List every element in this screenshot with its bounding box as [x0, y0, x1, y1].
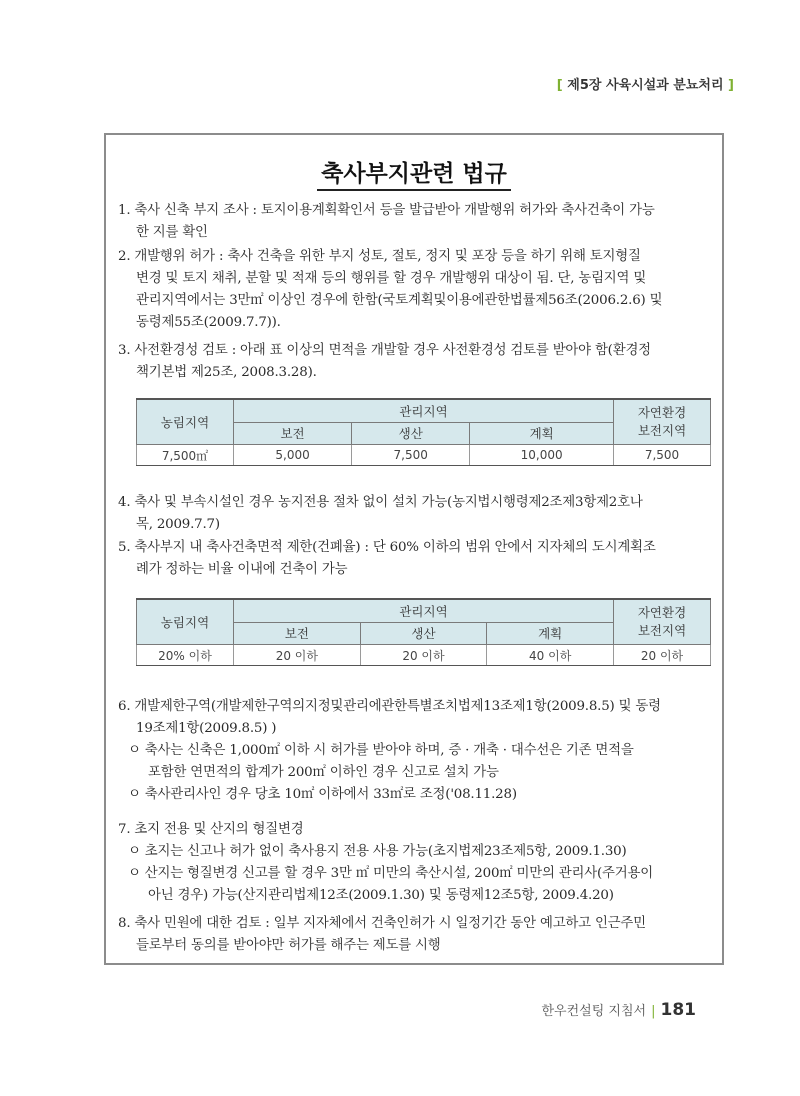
item-6: 6. 개발제한구역(개발제한구역의지정및관리에관한특별조치법제13조제1항(2009.8.5) 및 동령 19조제1항(2009.8.5) ): [118, 699, 661, 736]
item-4: 4. 축사 및 부속시설인 경우 농지전용 절차 없이 설치 가능(농지법시행령제2조제3항제2호나 목, 2009.7.7): [118, 495, 643, 532]
col-farm: 농림지역: [137, 399, 234, 445]
item-6-bullets: ㅇ 축사는 신축은 1,000㎡ 이하 시 허가를 받아야 하며, 증 · 개축 · 대수선은 기존 면적을 포함한 연면적의 합계가 200㎡ 이하인 경우 신고로 설치 가능 ㅇ 축사관리사인 경우 당초 10㎡ 이하에서 33㎡로 조정('08.11.28): [128, 743, 634, 802]
page-number: 181: [660, 1000, 696, 1020]
col-produce: 생산: [352, 422, 470, 445]
item-8: 8. 축사 민원에 대한 검토 : 일부 지자체에서 건축인허가 시 일정기간 동안 예고하고 인근주민 들로부터 동의를 받아야만 허가를 해주는 제도를 시행: [118, 916, 646, 953]
item-7-bullets: ㅇ 초지는 신고나 허가 없이 축사용지 전용 사용 가능(초지법제23조제5항, 2009.1.30) ㅇ 산지는 형질변경 신고를 할 경우 3만 ㎡ 미만의 축산시설, 200㎡ 미만의 관리사(주거용이 아닌 경우) 가능(산지관리법제12조(2009.1.30) 및 동령제12조5항, 2009.4.20): [128, 844, 653, 903]
book-title: 한우컨설팅 지침서: [541, 1004, 647, 1019]
col-nature: 자연환경 보전지역: [614, 599, 711, 645]
item-7: 7. 초지 전용 및 산지의 형질변경: [118, 822, 304, 837]
item-3: 3. 사전환경성 검토 : 아래 표 이상의 면적을 개발할 경우 사전환경성 검토를 받아야 함(환경정 책기본법 제25조, 2008.3.28).: [118, 343, 651, 380]
col-produce: 생산: [360, 622, 487, 645]
chapter-header: [ 제5장 사육시설과 분뇨처리 ]: [556, 78, 734, 93]
col-nature: 자연환경 보전지역: [614, 399, 711, 445]
chapter-title: 제5장 사육시설과 분뇨처리: [567, 78, 724, 93]
col-plan: 계획: [470, 422, 614, 445]
col-farm: 농림지역: [137, 599, 234, 645]
col-preserve: 보전: [234, 422, 352, 445]
table-row: 7,500㎡ 5,000 7,500 10,000 7,500: [137, 445, 711, 466]
box-title: 축사부지관련 법규: [106, 155, 722, 188]
col-mgmt: 관리지역: [234, 599, 614, 622]
coverage-ratio-table: [136, 598, 711, 666]
col-preserve: 보전: [234, 622, 361, 645]
regulation-box: [104, 133, 724, 965]
col-mgmt: 관리지역: [234, 399, 614, 422]
col-plan: 계획: [487, 622, 614, 645]
env-review-table: [136, 398, 711, 466]
item-5: 5. 축사부지 내 축사건축면적 제한(건폐율) : 단 60% 이하의 범위 안에서 지자체의 도시계획조 례가 정하는 비율 이내에 건축이 가능: [118, 540, 656, 577]
page-footer: 한우컨설팅 지침서 | 181: [541, 1000, 696, 1020]
item-1: 1. 축사 신축 부지 조사 : 토지이용계획확인서 등을 발급받아 개발행위 허가와 축사건축이 가능 한 지를 확인: [118, 203, 655, 240]
item-2: 2. 개발행위 허가 : 축사 건축을 위한 부지 성토, 절토, 정지 및 포장 등을 하기 위해 토지형질 변경 및 토지 채취, 분할 및 적재 등의 행위를 할 경우 개발행위 대상이 됨. 단, 농림지역 및 관리지역에서는 3만㎡ 이상인 경우에 한함(국토계획및이용에관한법률제56조(2006.2.6) 및 동령제55조(2009.7.7)).: [118, 249, 663, 330]
table-row: 20% 이하 20 이하 20 이하 40 이하 20 이하: [137, 645, 711, 666]
